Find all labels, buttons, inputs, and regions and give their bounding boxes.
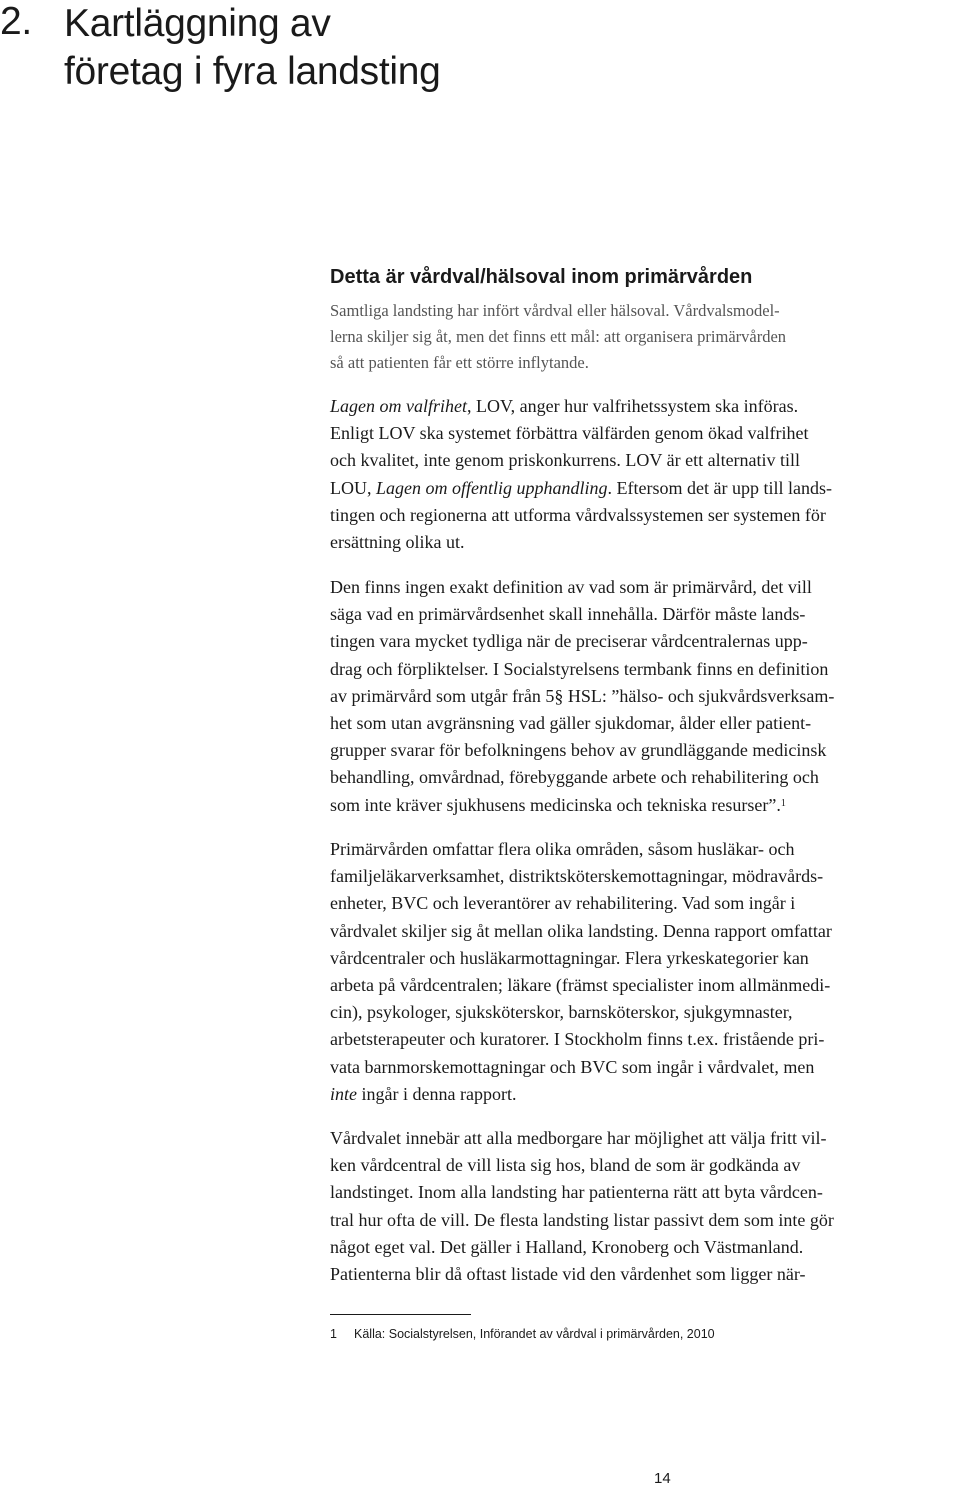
paragraph-line: enheter, BVC och leverantörer av rehabilitering. Vad som ingår i bbox=[330, 893, 796, 914]
paragraph-line: Lagen om valfrihet, LOV, anger hur valfrihetssystem ska införas. bbox=[330, 396, 799, 416]
footnote-number: 1 bbox=[330, 1327, 337, 1341]
paragraph-line: tral hur ofta de vill. De flesta landsting listar passivt dem som inte gör bbox=[330, 1209, 834, 1230]
paragraph-line: arbeta på vårdcentralen; läkare (främst specialister inom allmänmedi- bbox=[330, 975, 831, 996]
paragraph-line: som inte kräver sjukhusens medicinska och tekniska resurser”.$^1$ bbox=[330, 794, 786, 815]
paragraph-line: av primärvård som utgår från 5§ HSL: ”hälso- och sjukvårdsverksam- bbox=[330, 685, 835, 706]
paragraph-line: Patienterna blir då oftast listade vid den vårdenhet som ligger när- bbox=[330, 1264, 806, 1285]
paragraph-line: grupper svarar för befolkningens behov av grundläggande medicinsk bbox=[330, 740, 827, 761]
paragraph-line: tingen vara mycket tydliga när de preciserar vårdcentralernas upp- bbox=[330, 631, 808, 652]
section-heading: Detta är vårdval/hälsoval inom primärvården bbox=[330, 266, 753, 288]
paragraph-line: vata barnmorskemottagningar och BVC som ingår i vårdvalet, men bbox=[330, 1056, 815, 1077]
paragraph-line: arbetsterapeuter och kuratorer. I Stockholm finns t.ex. fristående pri- bbox=[330, 1029, 825, 1050]
law-name-lov: Lagen om valfrihet bbox=[330, 396, 467, 416]
paragraph-line: landstinget. Inom alla landsting har patienterna rätt att byta vårdcen- bbox=[330, 1182, 823, 1203]
emphasis-inte: inte bbox=[330, 1083, 357, 1104]
paragraph-line: ersättning olika ut. bbox=[330, 532, 465, 553]
footnote-reference[interactable]: 1 bbox=[780, 797, 786, 809]
paragraph-line: het som utan avgränsning vad gäller sjukdomar, ålder eller patient- bbox=[330, 713, 812, 734]
paragraph-line: säga vad en primärvårdsenhet skall innehålla. Därför måste lands- bbox=[330, 604, 806, 625]
paragraph-line: familjeläkarverksamhet, distriktsköterskemottagningar, mödravårds- bbox=[330, 866, 824, 887]
chapter-title-line-1: Kartläggning av bbox=[64, 2, 331, 45]
paragraph-line: vårdvalet skiljer sig åt mellan olika landsting. Denna rapport omfattar bbox=[330, 920, 832, 941]
paragraph-line: Vårdvalet innebär att alla medborgare har möjlighet att välja fritt vil- bbox=[330, 1128, 827, 1148]
paragraph-line: Enligt LOV ska systemet förbättra välfärden genom ökad valfrihet bbox=[330, 423, 809, 444]
paragraph-line: och kvalitet, inte genom priskonkurrens. LOV är ett alternativ till bbox=[330, 450, 801, 471]
paragraph-line: något eget val. Det gäller i Halland, Kronoberg och Västmanland. bbox=[330, 1236, 804, 1257]
paragraph-line: LOU, Lagen om offentlig upphandling. Eftersom det är upp till lands- bbox=[330, 477, 832, 498]
paragraph-line: vårdcentraler och husläkarmottagningar. Flera yrkeskategorier kan bbox=[330, 947, 809, 968]
footnote bbox=[330, 1325, 930, 1343]
page-number: 14 bbox=[654, 1470, 671, 1487]
paragraph-line: Primärvården omfattar flera olika områden, såsom husläkar- och bbox=[330, 839, 795, 859]
footnote-text: Källa: Socialstyrelsen, Införandet av vårdval i primärvården, 2010 bbox=[354, 1327, 715, 1341]
paragraph-line: Den finns ingen exakt definition av vad som är primärvård, det vill bbox=[330, 577, 812, 597]
paragraph-line: drag och förpliktelser. I Socialstyrelsens termbank finns en definition bbox=[330, 658, 829, 679]
law-name-lou: Lagen om offentlig upphandling bbox=[376, 477, 608, 498]
paragraph-primary-care-definition bbox=[330, 574, 930, 819]
chapter-number: 2. bbox=[0, 0, 32, 43]
paragraph-care-choice bbox=[330, 1125, 930, 1288]
intro-line: Samtliga landsting har infört vårdval eller hälsoval. Vårdvalsmodel- bbox=[330, 301, 780, 320]
paragraph-line: ken vårdcentral de vill lista sig hos, bland de som är godkända av bbox=[330, 1155, 801, 1176]
paragraph-line: behandling, omvårdnad, förebyggande arbete och rehabilitering och bbox=[330, 767, 819, 788]
footnote-divider bbox=[330, 1314, 471, 1315]
paragraph-primary-care-scope bbox=[330, 836, 930, 1108]
paragraph-line: cin), psykologer, sjuksköterskor, barnsköterskor, sjukgymnaster, bbox=[330, 1002, 793, 1023]
paragraph-lov bbox=[330, 393, 930, 556]
intro-line: så att patienten får ett större inflytande. bbox=[330, 353, 589, 372]
chapter-title-line-2: företag i fyra landsting bbox=[64, 50, 441, 93]
paragraph-line: inte ingår i denna rapport. bbox=[330, 1083, 517, 1104]
paragraph-line: tingen och regionerna att utforma vårdvalssystemen ser systemen för bbox=[330, 504, 826, 525]
section-intro bbox=[330, 298, 930, 376]
intro-line: lerna skiljer sig åt, men det finns ett mål: att organisera primärvården bbox=[330, 327, 787, 346]
